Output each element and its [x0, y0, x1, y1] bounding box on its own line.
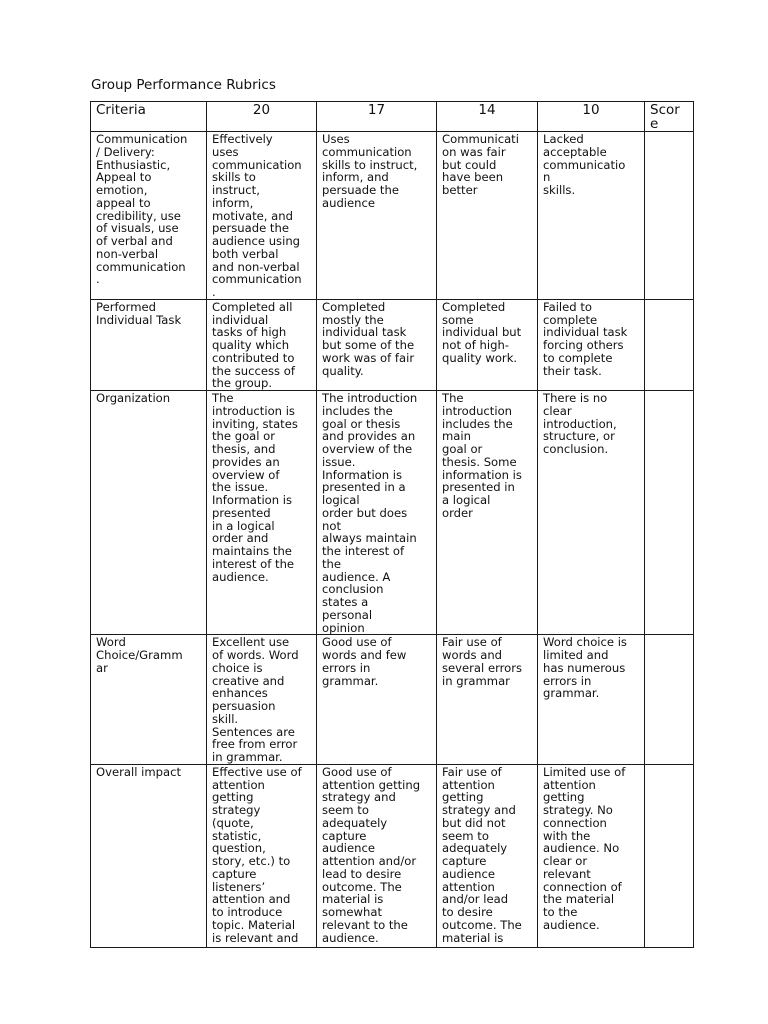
header-criteria: Criteria: [91, 102, 207, 132]
table-row-communication: [91, 132, 694, 300]
table-row-overall-impact: [91, 764, 694, 947]
descriptor-14-cell: The introduction includes the main goal or thesis. Some information is presented in a logical order: [437, 391, 538, 635]
document-title: Group Performance Rubrics: [91, 77, 276, 93]
rubric-table: [90, 101, 694, 948]
score-cell[interactable]: [645, 299, 694, 390]
descriptor-17-cell: Completed mostly the individual task but some of the work was of fair quality.: [317, 299, 437, 390]
descriptor-10-cell: There is no clear introduction, structure, or conclusion.: [538, 391, 645, 635]
descriptor-14-cell: Fair use of attention getting strategy and but did not seem to adequately capture audience attention and/or lead to desire outcome. The material is: [437, 764, 538, 947]
criteria-cell: Communication / Delivery: Enthusiastic, Appeal to emotion, appeal to credibility, use of visuals, use of verbal and non-verbal communication .: [91, 132, 207, 300]
table-row-word-choice: [91, 635, 694, 765]
descriptor-10-cell: Failed to complete individual task forcing others to complete their task.: [538, 299, 645, 390]
descriptor-17-cell: The introduction includes the goal or thesis and provides an overview of the issue. Information is presented in a logical order but does not always maintain the interest of the audience. A conclusion states a personal opinion: [317, 391, 437, 635]
criteria-cell: Organization: [91, 391, 207, 635]
table-row-individual-task: [91, 299, 694, 390]
header-points-20: 20: [207, 102, 317, 132]
descriptor-17-cell: Uses communication skills to instruct, inform, and persuade the audience: [317, 132, 437, 300]
header-row: [91, 102, 694, 132]
descriptor-14-cell: Communicati on was fair but could have been better: [437, 132, 538, 300]
header-points-17: 17: [317, 102, 437, 132]
descriptor-14-cell: Fair use of words and several errors in grammar: [437, 635, 538, 765]
score-cell[interactable]: [645, 391, 694, 635]
criteria-cell: Overall impact: [91, 764, 207, 947]
descriptor-20-cell: Completed all individual tasks of high quality which contributed to the success of the group.: [207, 299, 317, 390]
descriptor-17-cell: Good use of words and few errors in grammar.: [317, 635, 437, 765]
score-cell[interactable]: [645, 764, 694, 947]
score-cell[interactable]: [645, 635, 694, 765]
descriptor-10-cell: Word choice is limited and has numerous errors in grammar.: [538, 635, 645, 765]
descriptor-10-cell: Lacked acceptable communicatio n skills.: [538, 132, 645, 300]
header-points-10: 10: [538, 102, 645, 132]
criteria-cell: Performed Individual Task: [91, 299, 207, 390]
table-row-organization: [91, 391, 694, 635]
score-cell[interactable]: [645, 132, 694, 300]
descriptor-17-cell: Good use of attention getting strategy and seem to adequately capture audience attention and/or lead to desire outcome. The material is somewhat relevant to the audience.: [317, 764, 437, 947]
descriptor-20-cell: The introduction is inviting, states the goal or thesis, and provides an overview of the issue. Information is presented in a logical order and maintains the interest of the audience.: [207, 391, 317, 635]
descriptor-20-cell: Effective use of attention getting strategy (quote, statistic, question, story, etc.) to capture listeners’ attention and to introduce topic. Material is relevant and: [207, 764, 317, 947]
criteria-cell: Word Choice/Gramm ar: [91, 635, 207, 765]
descriptor-10-cell: Limited use of attention getting strategy. No connection with the audience. No clear or relevant connection of the material to the audience.: [538, 764, 645, 947]
descriptor-20-cell: Effectively uses communication skills to instruct, inform, motivate, and persuade the audience using both verbal and non-verbal communication .: [207, 132, 317, 300]
header-score: Scor e: [645, 102, 694, 132]
descriptor-20-cell: Excellent use of words. Word choice is creative and enhances persuasion skill. Sentences are free from error in grammar.: [207, 635, 317, 765]
header-points-14: 14: [437, 102, 538, 132]
descriptor-14-cell: Completed some individual but not of high- quality work.: [437, 299, 538, 390]
